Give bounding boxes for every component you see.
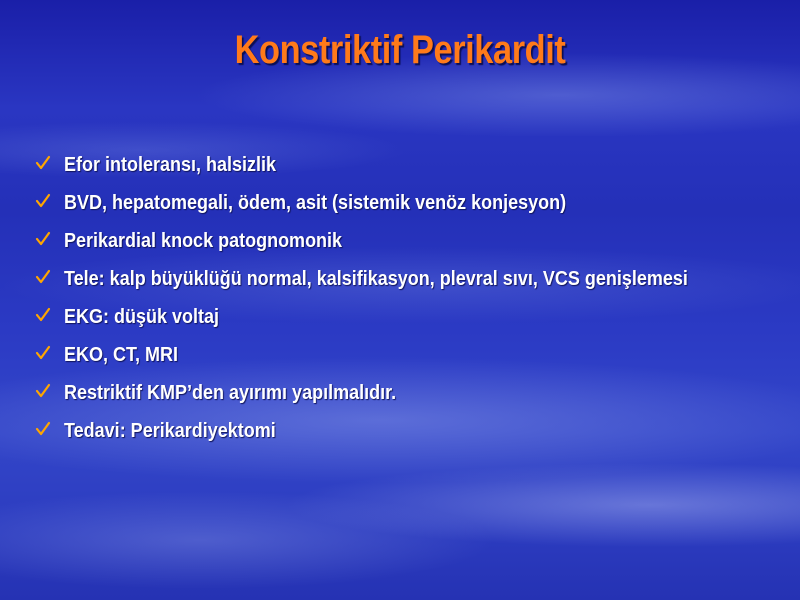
checkmark-icon <box>34 382 52 400</box>
list-item <box>34 152 764 179</box>
list-item <box>34 418 764 445</box>
list-item <box>34 190 764 217</box>
list-item-text: Restriktif KMP’den ayırımı yapılmalıdır. <box>64 382 397 404</box>
slide-title: Konstriktif Perikardit <box>234 28 566 72</box>
list-item-text: Efor intoleransı, halsizlik <box>64 154 277 176</box>
list-item-text: BVD, hepatomegali, ödem, asit (sistemik venöz konjesyon) <box>64 192 567 214</box>
list-item-text: EKG: düşük voltaj <box>64 306 220 328</box>
list-item-text: Tedavi: Perikardiyektomi <box>64 420 276 442</box>
list-item <box>34 380 764 407</box>
checkmark-icon <box>34 192 52 210</box>
list-item-text: Perikardial knock patognomonik <box>64 230 343 252</box>
checkmark-icon <box>34 268 52 286</box>
checkmark-icon <box>34 420 52 438</box>
list-item <box>34 342 764 369</box>
list-item <box>34 304 764 331</box>
checkmark-icon <box>34 306 52 324</box>
checkmark-icon <box>34 230 52 248</box>
list-item <box>34 228 764 255</box>
checkmark-icon <box>34 344 52 362</box>
list-item <box>34 266 764 293</box>
checkmark-icon <box>34 154 52 172</box>
list-item-text: EKO, CT, MRI <box>64 344 179 366</box>
bullet-list <box>34 152 764 456</box>
list-item-text: Tele: kalp büyüklüğü normal, kalsifikasyon, plevral sıvı, VCS genişlemesi <box>64 268 688 290</box>
